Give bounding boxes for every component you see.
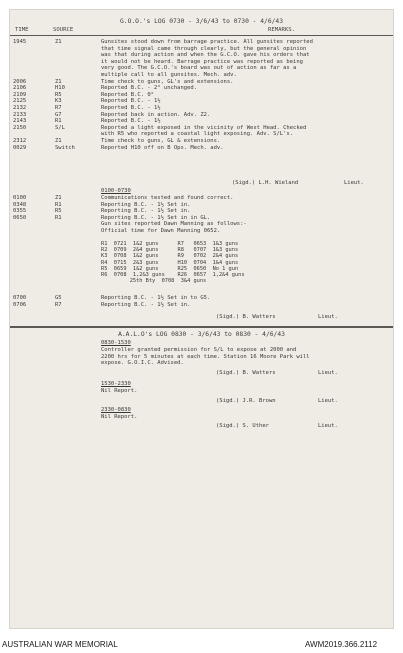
signature-rank: Lieut. (318, 398, 338, 404)
entry-time: 0700 (13, 295, 27, 301)
remark-line: Reporting B.C. - 1½ Set in to G5. (101, 295, 211, 301)
entry-source: G7 (55, 111, 62, 118)
signature-watters: (Sigd.) B. Watters (216, 314, 276, 320)
entry-remarks (101, 208, 391, 215)
remark-line: Official time for Dawn Manning 0652. (101, 227, 221, 234)
manning-row: R6 0708 1,2&3 guns R26 0657 1,2&4 guns (101, 272, 245, 278)
manning-row: 25th Bty 0708 3&4 guns (101, 278, 207, 285)
entry-source: R7 (55, 105, 62, 111)
entry-source: Z1 (55, 195, 62, 201)
header-rule (10, 35, 393, 36)
aalo-remark-line: expose. G.O.I.C. Advised. (101, 360, 184, 367)
remark-line: it would not be heard. Barrage practice was reported as being (101, 58, 303, 65)
remark-line: Time check to guns, GL & extensions. (101, 138, 221, 144)
remark-line: Reported B.C. 0° (101, 91, 154, 98)
entry-time: 1945 (13, 39, 27, 45)
entry-source: H10 (55, 85, 65, 92)
entry-time: 2106 (13, 85, 27, 92)
manning-row: K3 0708 1&2 guns R9 0702 2&4 guns (101, 253, 239, 260)
remark-line: very good. The G.C.O.'s board was out of action as far as a (101, 65, 297, 72)
log-title: G.O.O.'s LOG 0730 - 3/6/43 to 0730 - 4/6/43 (119, 18, 283, 25)
log-sheet (10, 10, 393, 628)
remark-line: that time signal came through clearly, but the general opinion (101, 45, 307, 52)
remark-line: was that during action and when the G.C.O. gave his orders that (101, 52, 310, 59)
entry-remarks (101, 105, 391, 112)
remark-line: Gun sites reported Dawn Manning as follows:- (101, 221, 247, 228)
entry-source: R1 (55, 118, 62, 125)
remark-line: Reported back in action. Adv. Z2. (101, 111, 211, 118)
watch-heading: 2330-0830 (101, 407, 131, 413)
aalo-remark-line: 2200 hrs for 5 minutes at each time. Station 16 Moore Park will (101, 353, 310, 360)
signature-rank: Lieut. (344, 180, 364, 186)
remark-line: Reported B.C. - 2° unchanged. (101, 85, 198, 92)
watch-heading: 0830-1530 (101, 340, 131, 346)
remark-line: multiple call to all gunsites. Mech. adv. (101, 71, 237, 78)
entry-time: 2143 (13, 118, 27, 125)
signature-watters: (Sigd.) B. Watters (216, 370, 276, 376)
footer-accession-number: AWM2019.366.2112 (305, 640, 378, 649)
remark-line: Reported a light exposed in the vicinity of West Head. Checked (101, 124, 307, 131)
entry-source: Switch (55, 144, 75, 151)
entry-time: 0650 (13, 214, 27, 221)
signature-rank: Lieut. (318, 314, 338, 320)
entry-remarks (101, 98, 391, 105)
entry-remarks (101, 195, 391, 202)
remark-line: Reporting B.C. - 1½ Set in in GL. (101, 214, 211, 221)
entry-remarks (101, 118, 391, 125)
watch-heading: 0100-0730 (101, 188, 131, 194)
entry-time: 2150 (13, 124, 27, 131)
entry-source: G5 (55, 295, 62, 301)
entry-source: R5 (55, 208, 62, 215)
remark-line: Reported B.C. - 1½ (101, 118, 161, 125)
col-header-remarks: REMARKS. (268, 27, 295, 33)
entry-time: 2312 (13, 138, 27, 144)
entry-remarks (101, 39, 391, 79)
entry-source: Z1 (55, 78, 62, 85)
entry-source: Z1 (55, 138, 62, 144)
entry-time: 0029 (13, 144, 27, 151)
entry-time: 0100 (13, 195, 27, 201)
entry-remarks (101, 295, 391, 302)
entry-remarks (101, 302, 391, 309)
entry-time: 0706 (13, 301, 27, 308)
remark-line: Reporting B.C. - 1½ Set in. (101, 201, 191, 208)
col-header-time: TIME (15, 27, 29, 33)
manning-row: R2 0709 2&4 guns R8 0707 1&3 guns (101, 247, 239, 254)
remark-line: Reporting B.C. - 1½ Set in. (101, 208, 191, 215)
signature-brown: (Sigd.) J.R. Brown (216, 398, 276, 404)
entry-time: 2132 (13, 105, 27, 111)
entry-source: R1 (55, 214, 62, 221)
manning-row: R4 0715 2&3 guns H10 0704 1&4 guns (101, 259, 239, 266)
remark-line: Communications tested and found correct. (101, 195, 234, 201)
entry-time: 2133 (13, 111, 27, 118)
entry-source: R1 (55, 201, 62, 208)
signature-rank: Lieut. (318, 370, 338, 376)
remark-line: Reported B.C. - 1½ (101, 98, 161, 105)
entry-source: S/L (55, 124, 65, 131)
section-rule (10, 326, 393, 328)
entry-time: 0355 (13, 208, 27, 215)
watch-heading: 1530-2330 (101, 381, 131, 387)
remark-line: Reporting B.C. - 1½ Set in. (101, 301, 191, 308)
remark-line: Time check to guns, GL's and extensions. (101, 78, 234, 85)
entry-remarks (101, 79, 391, 86)
manning-row: R5 0659 1&2 guns R25 0650 No 1 gun (101, 265, 239, 272)
signature-uther: (Sigd.) S. Uther (216, 423, 269, 429)
col-header-source: SOURCE (53, 27, 74, 33)
entry-remarks (101, 85, 391, 92)
nil-report: Nil Report. (101, 414, 138, 420)
remark-line: Gunsites stood down from barrage practice. All gunsites reported (101, 39, 313, 45)
entry-source: K3 (55, 98, 62, 105)
aalo-remark-line: Controller granted permission for S/L to expose at 2000 and (101, 347, 297, 353)
entry-source: R7 (55, 301, 62, 308)
aalo-log-title: A.A.L.O's LOG 0830 - 3/6/43 to 0830 - 4/6/43 (118, 331, 285, 338)
remark-line: Reported B.C. - 1½ (101, 105, 161, 111)
entry-source: Z1 (55, 39, 62, 45)
footer-institution: AUSTRALIAN WAR MEMORIAL (2, 640, 118, 649)
entry-time: 2109 (13, 91, 27, 98)
remark-line: Reported H10 off on B Ops. Mech. adv. (101, 144, 224, 151)
entry-time: 0348 (13, 201, 27, 208)
remark-line: with R5 who reported a coastal light exposing. Adv. S/L's. (101, 131, 294, 138)
entry-remarks (101, 215, 391, 235)
entry-time: 2006 (13, 78, 27, 85)
entry-source: R5 (55, 91, 62, 98)
signature-wieland: (Sigd.) L.H. Wieland (232, 180, 299, 186)
manning-row: R1 0721 1&2 guns R7 0653 1&3 guns (101, 241, 239, 247)
nil-report: Nil Report. (101, 388, 138, 394)
entry-time: 2125 (13, 98, 27, 105)
entry-remarks (101, 145, 391, 152)
entry-remarks (101, 125, 391, 138)
signature-rank: Lieut. (318, 423, 338, 429)
entry-remarks (101, 138, 391, 145)
